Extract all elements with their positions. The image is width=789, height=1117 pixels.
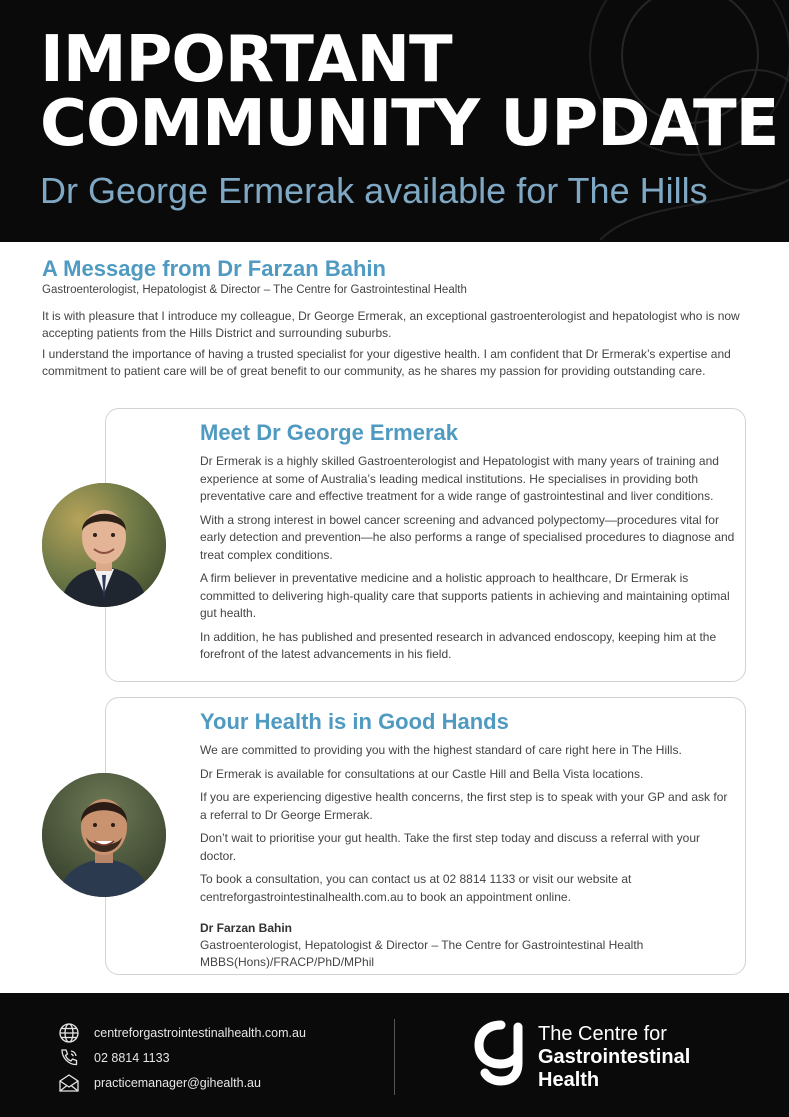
message-heading: A Message from Dr Farzan Bahin bbox=[42, 256, 386, 281]
message-section bbox=[42, 255, 752, 384]
good-hands-paragraph: Dr Ermerak is available for consultations at our Castle Hill and Bella Vista locations. bbox=[200, 766, 644, 781]
doctor-portrait-ermerak bbox=[42, 483, 166, 607]
good-hands-paragraph: To book a consultation, you can contact us at 02 8814 1133 or visit our website at centreforgastrointestinalhealth.com.au to book an appointment online. bbox=[200, 872, 632, 904]
signature-name: Dr Farzan Bahin bbox=[200, 921, 293, 935]
title-line-1: IMPORTANT bbox=[40, 23, 452, 97]
footer-website-row[interactable] bbox=[58, 1023, 306, 1043]
signature-block bbox=[200, 920, 735, 971]
good-hands-paragraph: If you are experiencing digestive health concerns, the first step is to speak with your GP and ask for a referral to Dr George Ermerak. bbox=[200, 790, 728, 822]
meet-paragraph: With a strong interest in bowel cancer screening and advanced polypectomy—procedures vital for early detection and prevention—he also performs a range of specialised procedures to diagnose and treat complex conditions. bbox=[200, 512, 735, 562]
good-hands-heading: Your Health is in Good Hands bbox=[200, 709, 509, 734]
footer-email-row[interactable] bbox=[58, 1073, 261, 1093]
footer-website-link[interactable]: centreforgastrointestinalhealth.com.au bbox=[94, 1026, 306, 1040]
message-author-role: Gastroenterologist, Hepatologist & Director – The Centre for Gastrointestinal Health bbox=[42, 284, 467, 296]
doctor-portrait-bahin bbox=[42, 773, 166, 897]
meet-doctor-card bbox=[105, 408, 746, 682]
signature-credentials: MBBS(Hons)/FRACP/PhD/MPhil bbox=[200, 955, 375, 969]
footer-phone-link[interactable]: 02 8814 1133 bbox=[94, 1051, 170, 1065]
globe-icon bbox=[58, 1023, 80, 1043]
footer bbox=[0, 993, 789, 1117]
message-paragraph: I understand the importance of having a trusted specialist for your digestive health. I am confident that Dr Ermerak’s expertise and commitment to patient care will be of great benefit to our community, as he shares my passion for providing outstanding care. bbox=[42, 347, 731, 378]
logo-line-3: Health bbox=[538, 1069, 600, 1091]
message-paragraph: It is with pleasure that I introduce my colleague, Dr George Ermerak, an exceptional gastroenterologist and hepatologist who is now accepting patients from the Hills District and surrounding suburbs. bbox=[42, 309, 740, 340]
clinic-logo-mark bbox=[474, 1019, 528, 1091]
title-line-2: COMMUNITY UPDATE bbox=[40, 87, 779, 161]
meet-paragraph: A firm believer in preventative medicine and a holistic approach to healthcare, Dr Ermerak is committed to delivering high-quality care that supports patients in achieving and maintaining optimal gut health. bbox=[200, 571, 730, 620]
footer-phone-row[interactable] bbox=[58, 1048, 170, 1068]
footer-email-link[interactable]: practicemanager@gihealth.au bbox=[94, 1076, 261, 1090]
meet-heading: Meet Dr George Ermerak bbox=[200, 420, 458, 445]
page-subtitle: Dr George Ermerak available for The Hills bbox=[40, 170, 708, 211]
good-hands-paragraph: Don’t wait to prioritise your gut health. Take the first step today and discuss a referral with your doctor. bbox=[200, 831, 701, 863]
phone-icon bbox=[58, 1048, 80, 1068]
page-title bbox=[40, 23, 779, 161]
clinic-logo-text bbox=[538, 1023, 690, 1092]
header-banner bbox=[0, 0, 789, 242]
logo-line-1: The Centre for bbox=[538, 1023, 667, 1045]
meet-paragraph: In addition, he has published and presented research in advanced endoscopy, keeping him at the forefront of the latest advancements in his field. bbox=[200, 629, 717, 661]
footer-divider bbox=[394, 1019, 395, 1095]
logo-line-2: Gastrointestinal bbox=[538, 1046, 691, 1068]
email-icon bbox=[58, 1073, 80, 1093]
good-hands-paragraph: We are committed to providing you with the highest standard of care right here in The Hills. bbox=[200, 743, 682, 757]
signature-title: Gastroenterologist, Hepatologist & Director – The Centre for Gastrointestinal Health bbox=[200, 938, 644, 952]
meet-paragraph: Dr Ermerak is a highly skilled Gastroenterologist and Hepatologist with many years of training and experience at some of Australia’s leading medical institutions. He specialises in providing both preventative care and effective treatment for a wide range of gastrointestinal and liver conditions. bbox=[200, 454, 719, 503]
good-hands-card bbox=[105, 697, 746, 975]
